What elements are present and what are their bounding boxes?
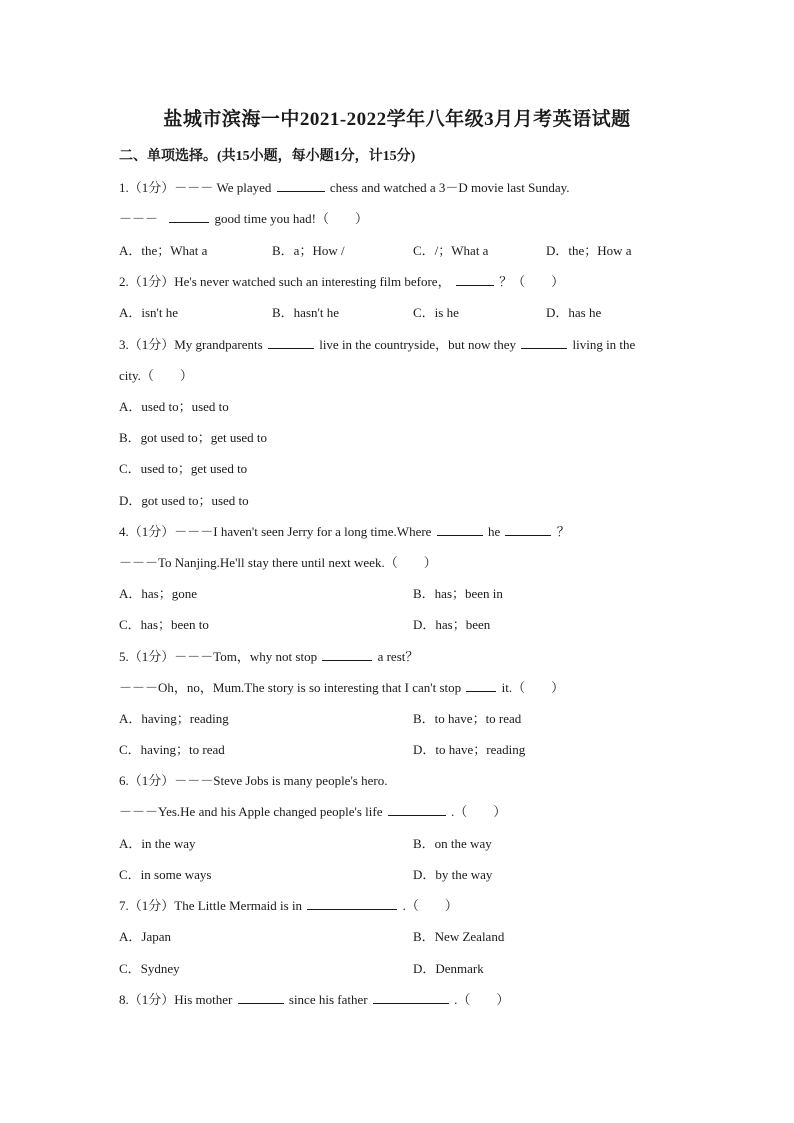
q6-option-d: D．by the way — [413, 867, 493, 882]
answer-blank — [169, 210, 209, 223]
q4-option-d: D．has；been — [413, 617, 491, 632]
q1-option-a: A．the；What a — [119, 243, 208, 258]
q4-option-b: B．has；been in — [413, 586, 503, 601]
question-4-line-1: 4.（1分）－－－I haven't seen Jerry for a long time.Where he ？ — [119, 524, 570, 539]
q2-option-b: B．hasn't he — [272, 305, 339, 320]
answer-blank — [505, 523, 551, 536]
q6-option-a: A．in the way — [119, 836, 196, 851]
q1-option-b: B．a；How / — [272, 243, 345, 258]
q4-option-a: A．has；gone — [119, 586, 197, 601]
question-6-line-2: －－－Yes.He and his Apple changed people's life .（ ） — [119, 804, 507, 819]
q3-option-b: B．got used to；get used to — [119, 430, 268, 445]
answer-blank — [456, 273, 494, 286]
q7-option-a: A．Japan — [119, 929, 171, 944]
answer-blank — [437, 523, 483, 536]
q6-option-c: C．in some ways — [119, 867, 212, 882]
q5-option-d: D．to have；reading — [413, 742, 526, 757]
q3-option-c: C．used to；get used to — [119, 461, 248, 476]
question-5-line-2: －－－Oh，no，Mum.The story is so interesting that I can't stop it.（ ） — [119, 680, 565, 695]
answer-blank — [521, 336, 567, 349]
answer-blank — [307, 897, 397, 910]
page-title: 盐城市滨海一中2021-2022学年八年级3月月考英语试题 — [163, 109, 631, 130]
q7-option-b: B．New Zealand — [413, 929, 505, 944]
answer-blank — [268, 336, 314, 349]
question-7-line-1: 7.（1分）The Little Mermaid is in .（ ） — [119, 898, 458, 913]
question-1-line-2: －－－ good time you had!（ ） — [119, 211, 368, 226]
q1-option-c: C．/；What a — [413, 243, 489, 258]
question-3-line-1: 3.（1分）My grandparents live in the countryside，but now they living in the — [119, 337, 636, 352]
q5-option-a: A．having；reading — [119, 711, 229, 726]
question-3-line-2: city.（ ） — [119, 368, 193, 383]
q2-option-a: A．isn't he — [119, 305, 179, 320]
q5-option-c: C．having；to read — [119, 742, 225, 757]
q7-option-c: C．Sydney — [119, 961, 180, 976]
answer-blank — [322, 648, 372, 661]
answer-blank — [238, 991, 284, 1004]
answer-blank — [388, 803, 446, 816]
answer-blank — [466, 679, 496, 692]
question-5-line-1: 5.（1分）－－－Tom，why not stop a rest？ — [119, 649, 419, 664]
question-4-line-2: －－－To Nanjing.He'll stay there until next week.（ ） — [119, 555, 437, 570]
question-1-line-1: 1.（1分）－－－ We played chess and watched a 3－D movie last Sunday. — [119, 180, 570, 195]
q3-option-a: A．used to；used to — [119, 399, 229, 414]
question-8-line-1: 8.（1分）His mother since his father .（ ） — [119, 992, 510, 1007]
question-2-line-1: 2.（1分）He's never watched such an interesting film before， ？（ ） — [119, 274, 565, 289]
answer-blank — [373, 991, 449, 1004]
q2-option-d: D．has he — [546, 305, 602, 320]
q1-option-d: D．the；How a — [546, 243, 632, 258]
section-heading: 二、单项选择。(共15小题，每小题1分，计15分) — [119, 149, 416, 164]
q2-option-c: C．is he — [413, 305, 459, 320]
q7-option-d: D．Denmark — [413, 961, 484, 976]
q3-option-d: D．got used to；used to — [119, 493, 249, 508]
question-6-line-1: 6.（1分）－－－Steve Jobs is many people's hero. — [119, 773, 388, 788]
q5-option-b: B．to have；to read — [413, 711, 522, 726]
q6-option-b: B．on the way — [413, 836, 492, 851]
answer-blank — [277, 179, 325, 192]
q4-option-c: C．has；been to — [119, 617, 209, 632]
